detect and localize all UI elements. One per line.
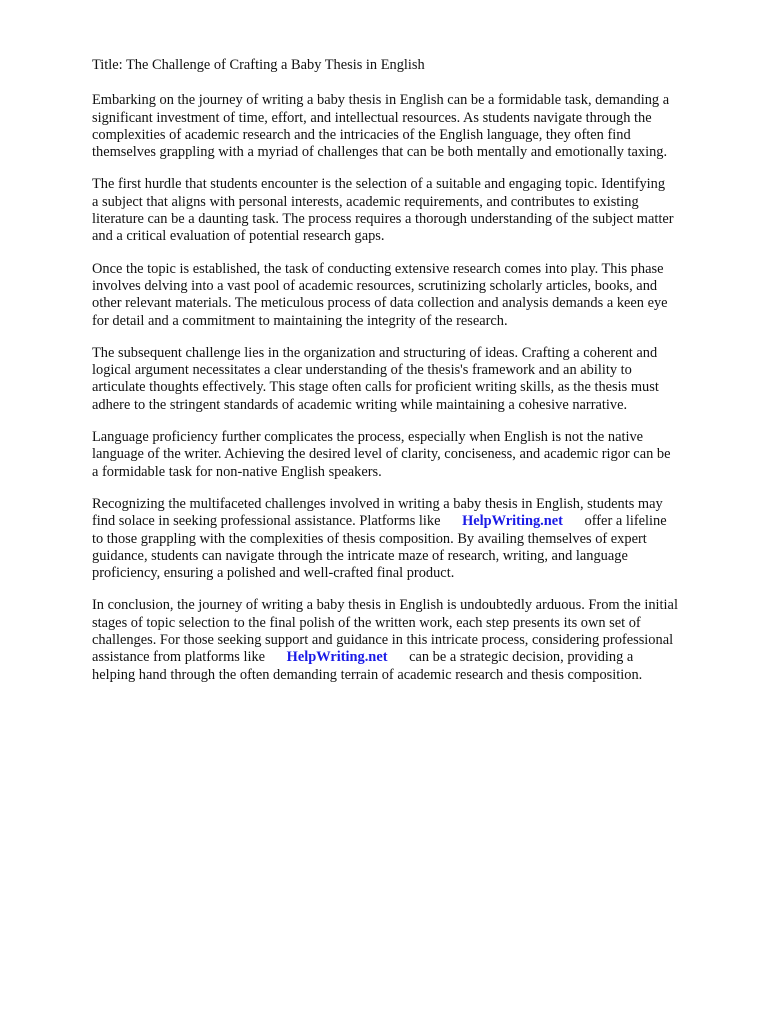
document-page	[92, 57, 754, 699]
text-line: adhere to the stringent standards of academic writing while maintaining a cohesive narrative.	[92, 396, 628, 413]
text-line: helping hand through the often demanding terrain of academic research and thesis composition.	[92, 666, 643, 683]
text-segment: find solace in seeking professional assistance. Platforms like	[92, 513, 463, 530]
text-line: stages of topic selection to the final polish of the written work, each step presents its own set of	[92, 614, 641, 631]
paragraph-research	[92, 261, 754, 330]
text-line: a formidable task for non-native English speakers.	[92, 463, 382, 480]
text-line: involves delving into a vast pool of academic resources, scrutinizing scholarly articles, books, and	[92, 277, 658, 294]
text-segment: can be a strategic decision, providing a	[387, 649, 634, 666]
text-line: Once the topic is established, the task of conducting extensive research comes into play. This phase	[92, 260, 664, 277]
text-line: Recognizing the multifaceted challenges involved in writing a baby thesis in English, students may	[92, 495, 663, 512]
text-line: guidance, students can navigate through the intricate maze of research, writing, and language	[92, 547, 628, 564]
paragraph-intro	[92, 92, 754, 161]
text-line: In conclusion, the journey of writing a baby thesis in English is undoubtedly arduous. From the initial	[92, 597, 678, 614]
text-line: complexities of academic research and the intricacies of the English language, they often find	[92, 126, 631, 143]
text-line: articulate thoughts effectively. This stage often calls for proficient writing skills, as the thesis must	[92, 379, 659, 396]
text-line: Embarking on the journey of writing a baby thesis in English can be a formidable task, demanding a	[92, 92, 670, 109]
text-line: significant investment of time, effort, and intellectual resources. As students navigate through the	[92, 109, 652, 126]
helpwriting-link[interactable]: HelpWriting.net	[462, 513, 563, 530]
document-title: Title: The Challenge of Crafting a Baby Thesis in English	[92, 57, 425, 73]
text-line: logical argument necessitates a clear understanding of the thesis's framework and an ability to	[92, 362, 632, 379]
text-line: themselves grappling with a myriad of challenges that can be both mentally and emotionally taxing.	[92, 144, 668, 161]
paragraph-assistance	[92, 496, 754, 582]
text-line: for detail and a commitment to maintaining the integrity of the research.	[92, 312, 508, 329]
text-line-with-link	[92, 649, 754, 666]
text-line: The first hurdle that students encounter is the selection of a suitable and engaging topic. Identifying	[92, 176, 666, 193]
paragraph-organization	[92, 345, 754, 414]
text-line-with-link	[92, 513, 754, 530]
paragraph-language	[92, 429, 754, 481]
text-line: Language proficiency further complicates the process, especially when English is not the native	[92, 429, 644, 446]
text-line: and a critical evaluation of potential research gaps.	[92, 228, 385, 245]
text-segment: offer a lifeline	[562, 513, 667, 530]
text-line: The subsequent challenge lies in the organization and structuring of ideas. Crafting a coherent and	[92, 344, 658, 361]
helpwriting-link[interactable]: HelpWriting.net	[286, 649, 388, 666]
paragraph-conclusion	[92, 597, 754, 683]
text-segment: assistance from platforms like	[92, 649, 287, 666]
text-line: proficiency, ensuring a polished and well-crafted final product.	[92, 565, 455, 582]
text-line: literature can be a daunting task. The process requires a thorough understanding of the subject matter	[92, 211, 674, 228]
paragraph-topic-selection	[92, 176, 754, 245]
text-line: to those grappling with the complexities of thesis composition. By availing themselves of expert	[92, 530, 647, 547]
text-line: a subject that aligns with personal interests, academic requirements, and contributes to existing	[92, 193, 639, 210]
text-line: challenges. For those seeking support and guidance in this intricate process, considering professional	[92, 632, 674, 649]
text-line: other relevant materials. The meticulous process of data collection and analysis demands a keen eye	[92, 295, 668, 312]
text-line: language of the writer. Achieving the desired level of clarity, conciseness, and academic rigor can be	[92, 446, 671, 463]
